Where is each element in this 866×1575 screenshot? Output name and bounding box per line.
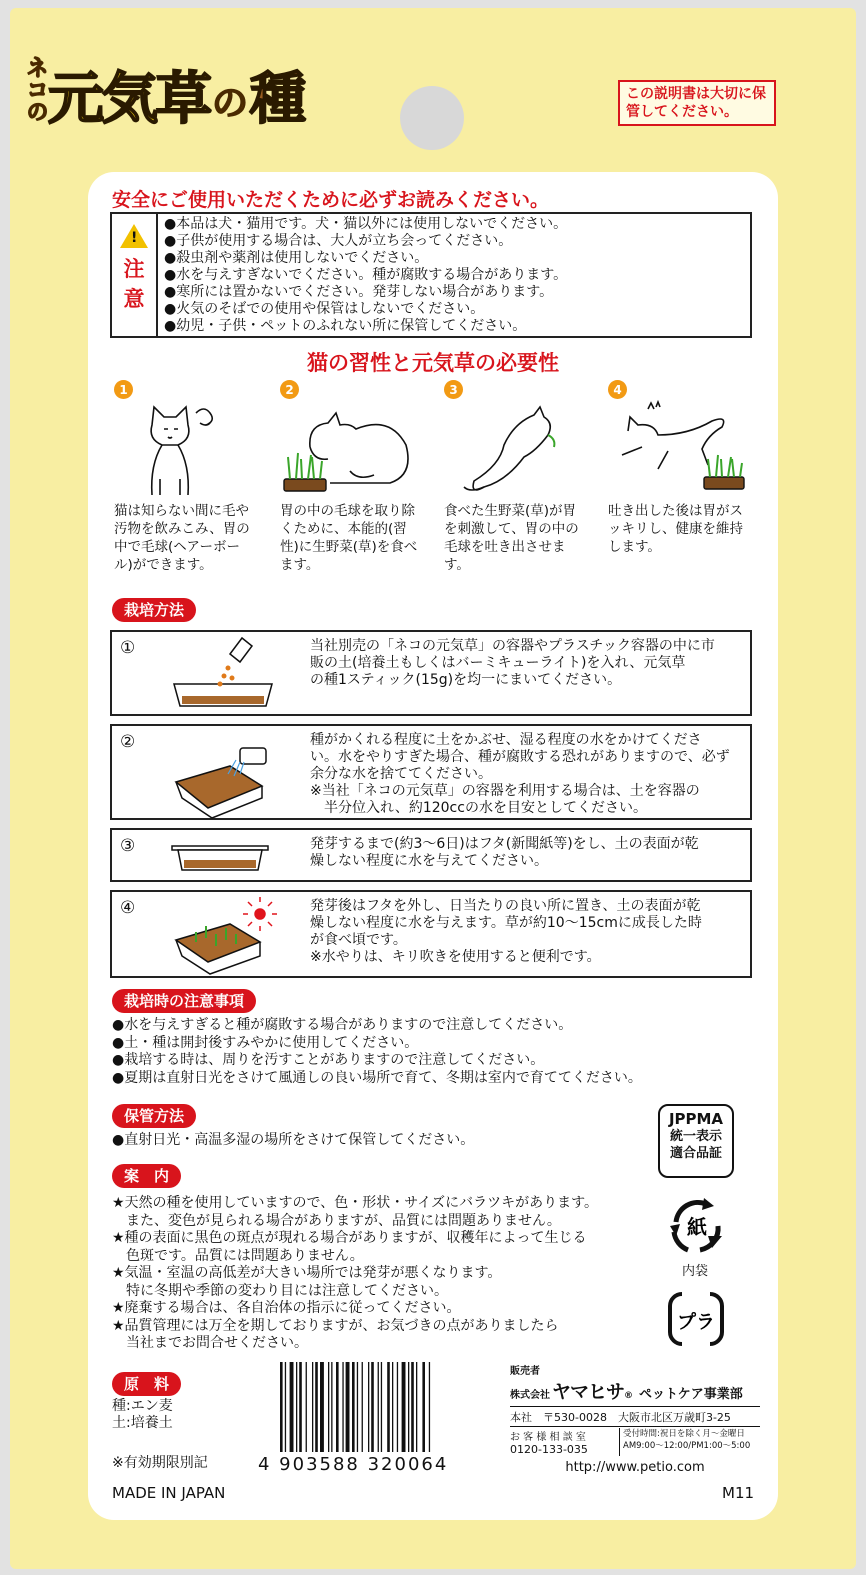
cat-jumping-icon	[608, 395, 748, 505]
step-illustration	[112, 830, 302, 880]
step-number: 3	[444, 380, 463, 399]
step-line: い。水をやりすぎた場合、種が腐敗する恐れがありますので、必ず	[310, 749, 730, 765]
habit-step-4	[608, 380, 758, 555]
company-name: ヤマヒサ	[552, 1381, 625, 1403]
step-line: 発芽後はフタを外し、日当たりの良い所に置き、土の表面が乾	[310, 898, 701, 914]
safety-heading: 安全にご使用いただくために必ずお読みください。	[112, 189, 550, 211]
step-number: 2	[280, 380, 299, 399]
plastic-recycle-icon	[664, 1288, 728, 1350]
jppma-label: JPPMA	[668, 1110, 724, 1128]
barcode	[278, 1362, 474, 1457]
step-number: ④	[120, 898, 136, 918]
hours-line1: 受付時間:祝日を除く月～金曜日	[623, 1429, 745, 1439]
info-item: 当社までお問合せください。	[112, 1335, 308, 1351]
ingredients	[112, 1398, 173, 1432]
caution-item: ●殺虫剤や薬剤は使用しないでください。	[164, 250, 429, 266]
made-in: MADE IN JAPAN	[112, 1484, 226, 1502]
cultivation-step-3	[110, 828, 752, 882]
info-item: ★天然の種を使用していますので、色・形状・サイズにバラツキがあります。	[112, 1195, 599, 1211]
covered-tray-icon	[112, 830, 302, 882]
step-number: ③	[120, 836, 136, 856]
caution-item: ●子供が使用する場合は、大人が立ち会ってください。	[164, 233, 513, 249]
jppma-badge	[658, 1104, 734, 1178]
seller-label: 販売者	[510, 1366, 540, 1377]
cultivation-step-4	[110, 890, 752, 978]
keep-notice: この説明書は大切に保管してください。	[618, 80, 776, 126]
info-item: ★廃棄する場合は、各自治体の指示に従ってください。	[112, 1300, 461, 1316]
product-title	[23, 48, 305, 132]
step-line: 当社別売の「ネコの元気草」の容器やプラスチック容器の中に市	[310, 638, 715, 654]
seller-contact	[510, 1428, 760, 1456]
paper-mark-text: 紙	[687, 1215, 707, 1239]
note-item: ●夏期は直射日光をさけて風通しの良い場所で育て、冬期は室内で育ててください。	[112, 1069, 642, 1086]
habit-title: 猫の習性と元気草の必要性	[307, 351, 559, 375]
habit-text: 吐き出した後は胃がスッキリし、健康を維持します。	[608, 503, 743, 555]
paper-label: 内袋	[682, 1264, 709, 1279]
step-line: 販の土(培養土もしくはバーミキューライト)を入れ、元気草	[310, 655, 686, 671]
step-line: 半分位入れ、約120ccの水を目安としてください。	[310, 800, 647, 816]
jppma-sub2: 適合品証	[669, 1146, 722, 1161]
hours-line2: AM9:00～12:00/PM1:00～5:00	[623, 1441, 751, 1451]
step-number: 4	[608, 380, 627, 399]
notes-list	[112, 1017, 642, 1087]
ingredient-item: 土:培養土	[112, 1415, 173, 1431]
caution-item: ●水を与えすぎないでください。種が腐敗する場合があります。	[164, 267, 568, 283]
sprouting-tray-icon	[112, 892, 302, 978]
warning-icon: !	[120, 224, 148, 248]
cultivation-title: 栽培方法	[112, 598, 196, 622]
step-text	[302, 830, 703, 880]
storage-title: 保管方法	[112, 1104, 196, 1128]
habit-step-2	[280, 380, 430, 573]
info-item: 特に冬期や季節の変わり目には注意してください。	[112, 1282, 448, 1299]
info-title: 案 内	[112, 1164, 181, 1188]
pla-mark-text: プラ	[676, 1311, 716, 1333]
step-line: 燥しない程度に水を与えてください。	[310, 853, 548, 869]
cultivation-step-2	[110, 724, 752, 820]
watering-icon	[112, 726, 302, 820]
paper-recycle-icon	[666, 1196, 728, 1258]
consult-label: お 客 様 相 談 室	[510, 1432, 586, 1443]
caution-list	[158, 214, 573, 336]
storage-item: ●直射日光・高温多湿の場所をさけて保管してください。	[112, 1132, 475, 1148]
habit-text: 胃の中の毛球を取り除くために、本能的(習性)に生野菜(草)を食べます。	[280, 503, 418, 573]
info-item: ★品質管理には万全を期しておりますが、お気づきの点がありましたら	[112, 1317, 559, 1334]
step-text	[302, 632, 719, 714]
cat-sitting-icon	[114, 395, 224, 505]
caution-item: ●寒所には置かないでください。発芽しない場合があります。	[164, 284, 554, 300]
step-line: 発芽するまで(約3～6日)はフタ(新聞紙等)をし、土の表面が乾	[310, 836, 699, 852]
note-item: ●栽培する時は、周りを汚すことがありますので注意してください。	[112, 1052, 545, 1068]
info-item: ★種の表面に黒色の斑点が現れる場合がありますが、収穫年によって生じる	[112, 1230, 587, 1246]
step-line: 燥しない程度に水を与えます。草が約10～15cmに成長した時	[310, 915, 702, 931]
seller-info	[510, 1362, 760, 1475]
phone-number: 0120-133-035	[510, 1443, 588, 1456]
notes-title: 栽培時の注意事項	[112, 989, 256, 1013]
step-illustration	[112, 632, 302, 714]
info-item: ★気温・室温の高低差が大きい場所では発芽が悪くなります。	[112, 1265, 502, 1281]
jppma-sub1: 統一表示	[669, 1129, 722, 1144]
step-line: ※水やりは、キリ吹きを使用すると便利です。	[310, 949, 601, 965]
title-prefix: ネコの	[23, 56, 48, 122]
seller-company	[510, 1377, 760, 1407]
title-main1: 元気草	[48, 67, 210, 132]
registered-mark: ®	[624, 1391, 634, 1401]
info-item: 色斑です。品質には問題ありません。	[112, 1247, 364, 1264]
info-list	[112, 1195, 598, 1353]
hang-hole	[400, 86, 464, 150]
caution-item: ●本品は犬・猫用です。犬・猫以外には使用しないでください。	[164, 216, 568, 232]
expiry-note: ※有効期限別記	[112, 1455, 208, 1471]
caution-item: ●火気のそばでの使用や保管はしないでください。	[164, 301, 485, 317]
title-main2: 種	[250, 67, 305, 132]
habit-step-1	[114, 380, 264, 573]
ingredient-item: 種:エン麦	[112, 1398, 173, 1414]
step-illustration	[112, 892, 302, 976]
step-number: ②	[120, 732, 136, 752]
step-number: 1	[114, 380, 133, 399]
habit-text: 食べた生野菜(草)が胃を刺激して、胃の中の毛球を吐き出させます。	[444, 503, 579, 573]
step-text	[302, 892, 706, 976]
seller-url[interactable]: http://www.petio.com	[565, 1460, 705, 1475]
habit-text: 猫は知らない間に毛や汚物を飲みこみ、胃の中で毛球(ヘアーボール)ができます。	[114, 503, 250, 573]
caution-kanji-1: 注	[123, 257, 145, 281]
step-line: 種がかくれる程度に土をかぶせ、湿る程度の水をかけてくださ	[310, 732, 702, 748]
ingredients-title: 原 料	[112, 1372, 181, 1396]
title-particle: の	[212, 83, 249, 124]
info-item: また、変色が見られる場合がありますが、品質には問題ありません。	[112, 1212, 561, 1229]
company-prefix: 株式会社	[510, 1390, 550, 1401]
step-line: 余分な水を捨ててください。	[310, 766, 492, 782]
storage-list	[112, 1132, 474, 1150]
caution-box	[110, 212, 752, 338]
step-text	[302, 726, 734, 818]
step-number: ①	[120, 638, 136, 658]
product-code: M11	[722, 1484, 755, 1502]
habit-step-3	[444, 380, 594, 573]
note-item: ●土・種は開封後すみやかに使用してください。	[112, 1034, 419, 1051]
step-line: が食べ頃です。	[310, 932, 407, 948]
company-dept: ペットケア事業部	[639, 1387, 743, 1402]
caution-item: ●幼児・子供・ペットのふれない所に保管してください。	[164, 318, 527, 334]
step-line: ※当社「ネコの元気草」の容器を利用する場合は、土を容器の	[310, 783, 700, 799]
cat-vomiting-icon	[444, 395, 574, 505]
step-illustration	[112, 726, 302, 818]
seller-address: 本社 〒530-0028 大阪市北区万歳町3-25	[510, 1409, 760, 1427]
cat-eating-grass-icon	[280, 395, 420, 505]
barcode-number: 4 903588 320064	[258, 1454, 449, 1475]
step-line: の種1スティック(15g)を均一にまいてください。	[310, 672, 622, 688]
note-item: ●水を与えすぎると種が腐敗する場合がありますので注意してください。	[112, 1017, 573, 1033]
caution-label	[112, 214, 158, 336]
seed-sowing-icon	[112, 632, 302, 716]
cultivation-step-1	[110, 630, 752, 716]
caution-kanji-2: 意	[123, 287, 145, 312]
